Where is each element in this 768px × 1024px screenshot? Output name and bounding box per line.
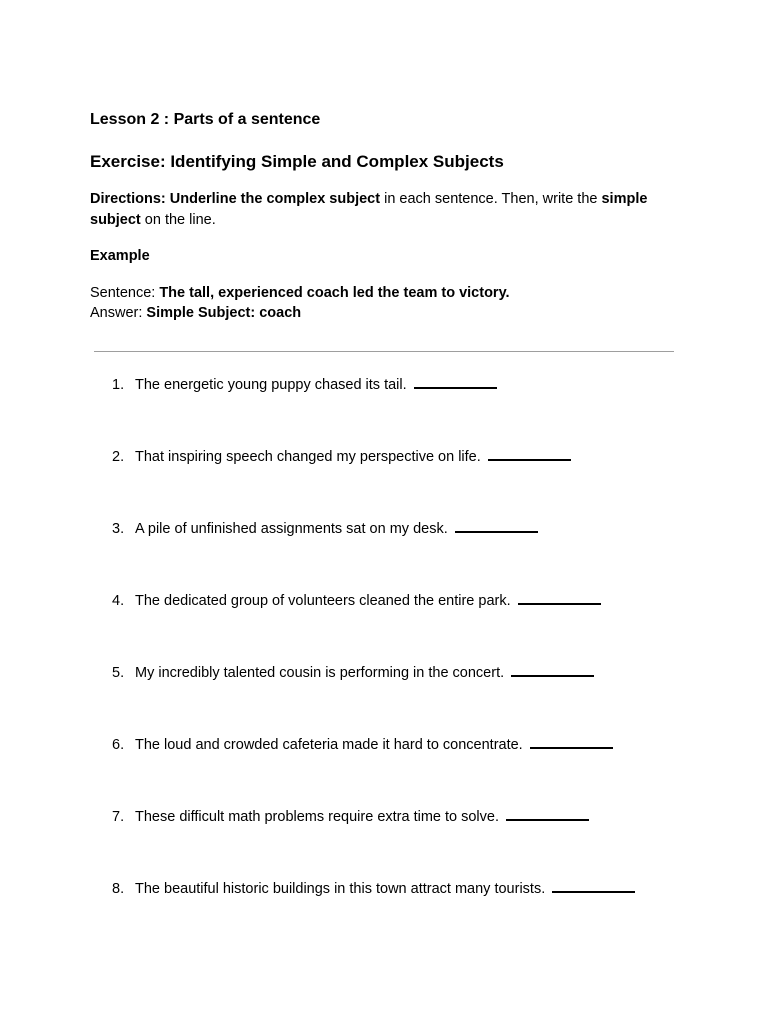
directions-text-1: in each sentence. Then, write the: [380, 191, 602, 207]
question-text: These difficult math problems require extra time to solve.: [135, 809, 500, 825]
question-number: 5.: [112, 665, 125, 681]
example-sentence: [90, 283, 510, 303]
answer-blank[interactable]: [414, 386, 497, 389]
question-number: 7.: [112, 809, 125, 825]
question-number: 1.: [112, 377, 125, 393]
question-item: [112, 879, 635, 899]
example-sentence-text: The tall, experienced coach led the team to victory.: [159, 285, 510, 301]
question-item: [112, 519, 538, 539]
directions-text-2: on the line.: [140, 212, 216, 228]
question-text: A pile of unfinished assignments sat on my desk.: [135, 521, 448, 537]
lesson-title: Lesson 2 : Parts of a sentence: [90, 111, 321, 128]
question-item: [112, 375, 497, 395]
question-item: [112, 735, 613, 755]
question-item: [112, 591, 601, 611]
example-heading: Example: [90, 248, 150, 264]
example-sentence-label: Sentence:: [90, 285, 160, 301]
example-answer-label: Answer:: [90, 305, 147, 321]
divider: [94, 351, 674, 352]
answer-blank[interactable]: [552, 890, 635, 893]
question-item: [112, 807, 589, 827]
question-item: [112, 663, 594, 683]
question-text: My incredibly talented cousin is performing in the concert.: [135, 665, 505, 681]
directions-bold-lead: Directions: Underline the complex subject: [90, 191, 381, 207]
answer-blank[interactable]: [518, 602, 601, 605]
answer-blank[interactable]: [511, 674, 594, 677]
directions: [90, 189, 680, 231]
question-number: 4.: [112, 593, 125, 609]
answer-blank[interactable]: [530, 746, 613, 749]
question-number: 6.: [112, 737, 125, 753]
question-text: The loud and crowded cafeteria made it hard to concentrate.: [135, 737, 523, 753]
question-text: The beautiful historic buildings in this town attract many tourists.: [135, 881, 546, 897]
question-number: 2.: [112, 449, 125, 465]
directions-bold-simple-subject: simple subject: [90, 191, 648, 228]
question-text: The energetic young puppy chased its tail.: [135, 377, 407, 393]
answer-blank[interactable]: [488, 458, 571, 461]
question-text: That inspiring speech changed my perspective on life.: [135, 449, 481, 465]
exercise-title: Exercise: Identifying Simple and Complex Subjects: [90, 152, 504, 171]
question-number: 8.: [112, 881, 125, 897]
example-answer-text: Simple Subject: coach: [146, 305, 302, 321]
question-item: [112, 447, 571, 467]
answer-blank[interactable]: [506, 818, 589, 821]
answer-blank[interactable]: [455, 530, 538, 533]
example-answer: [90, 303, 301, 323]
question-number: 3.: [112, 521, 125, 537]
question-text: The dedicated group of volunteers cleaned the entire park.: [135, 593, 511, 609]
